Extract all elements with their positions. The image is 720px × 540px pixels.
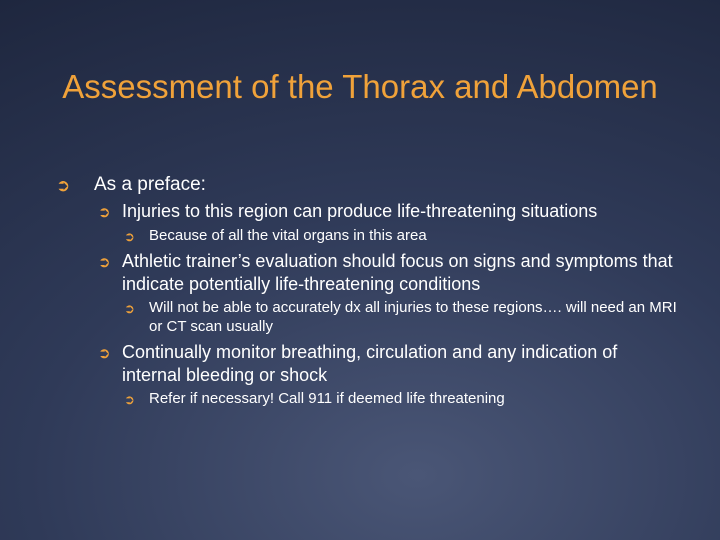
bullet-text: As a preface: xyxy=(94,174,206,195)
bullet-text: Because of all the vital organs in this area xyxy=(149,227,427,244)
bullet-text: Athletic trainer’s evaluation should focus on signs and symptoms that indicate potentially life-threatening conditions xyxy=(122,251,673,294)
bullet-item xyxy=(124,389,684,408)
bullet-item xyxy=(98,250,678,296)
slide-title: Assessment of the Thorax and Abdomen xyxy=(62,68,658,105)
arrow-circle-right-icon: ➲ xyxy=(56,176,71,195)
arrow-circle-right-icon: ➲ xyxy=(124,392,135,407)
bullet-item xyxy=(124,226,684,245)
arrow-circle-right-icon: ➲ xyxy=(98,345,111,362)
arrow-circle-right-icon: ➲ xyxy=(98,254,111,271)
bullet-text: Will not be able to accurately dx all injuries to these regions…. will need an MRI or CT scan usually xyxy=(149,299,677,335)
bullet-item xyxy=(98,200,678,223)
bullet-text: Continually monitor breathing, circulation and any indication of internal bleeding or shock xyxy=(122,342,618,385)
arrow-circle-right-icon: ➲ xyxy=(98,204,111,221)
bullet-text: Injuries to this region can produce life-threatening situations xyxy=(122,201,598,221)
bullet-item xyxy=(56,173,206,197)
arrow-circle-right-icon: ➲ xyxy=(124,301,135,316)
bullet-item xyxy=(98,341,678,387)
arrow-circle-right-icon: ➲ xyxy=(124,229,135,244)
bullet-text: Refer if necessary! Call 911 if deemed life threatening xyxy=(149,390,505,407)
bullet-item xyxy=(124,298,684,336)
